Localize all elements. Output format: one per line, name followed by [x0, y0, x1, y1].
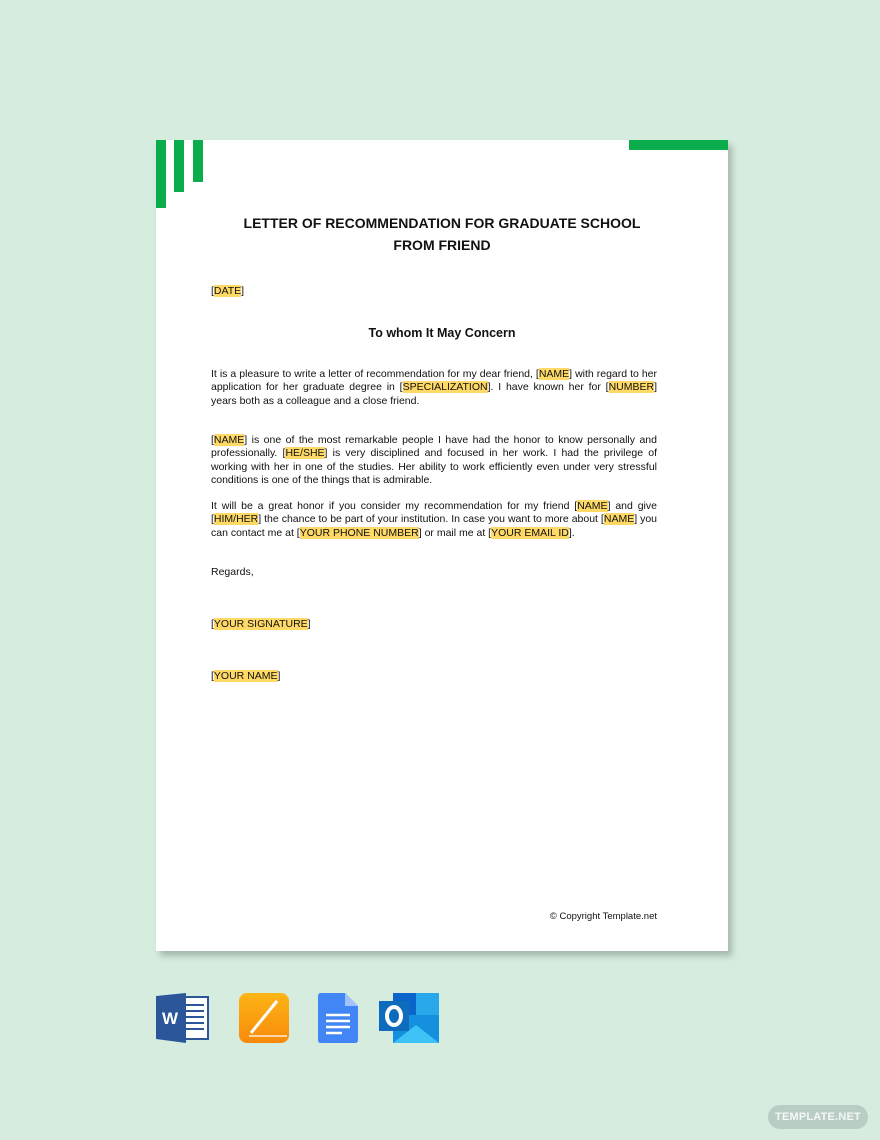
text-segment: [ — [211, 285, 214, 297]
text-segment: ] or mail me at [ — [418, 526, 492, 539]
paragraph-3 — [211, 500, 657, 540]
placeholder-highlight: SPECIALIZATION — [402, 381, 488, 394]
text-segment: ]. I have known her for [ — [487, 381, 609, 394]
text-segment: ] — [241, 285, 245, 297]
template-net-badge[interactable]: TEMPLATE.NET — [768, 1105, 868, 1129]
text-segment: ] — [277, 670, 281, 682]
text-segment: ] and give [ — [211, 500, 657, 526]
text-segment: ]. — [568, 526, 575, 539]
closing: Regards, — [211, 566, 254, 578]
text-segment: [ — [211, 670, 214, 682]
text-segment: ] the chance to be part of your institution. In case you want to more about [ — [258, 513, 604, 526]
text-segment: ] years both as a colleague and a close friend. — [211, 381, 657, 407]
text-segment: ] is one of the most remarkable people I have had the honor to know personally and professionally. [ — [211, 434, 657, 460]
placeholder-highlight: HE/SHE — [285, 447, 325, 460]
word-icon[interactable] — [156, 993, 210, 1043]
salutation: To whom It May Concern — [368, 326, 516, 340]
accent-bar — [193, 140, 203, 182]
placeholder-highlight: NAME — [577, 500, 608, 512]
text-segment: ] is very disciplined and focused in her work. I had the privilege of working with her in one of the studies. Her ability to work efficiently even under very stressful conditions is one of the things that is admirable. — [211, 447, 657, 486]
text-segment: ] with regard to her application for her graduate degree in [ — [211, 368, 658, 394]
text-segment: [ — [211, 618, 214, 630]
text-segment: It will be a great honor if you consider my recommendation for my friend [ — [211, 500, 578, 512]
placeholder-highlight: NUMBER — [608, 381, 655, 394]
text-segment: It is a pleasure to write a letter of recommendation for my dear friend, [ — [211, 368, 539, 380]
name-field — [211, 670, 280, 684]
placeholder-highlight: NAME — [603, 513, 635, 526]
placeholder-highlight: YOUR PHONE NUMBER — [299, 526, 419, 539]
paragraph-2 — [211, 434, 657, 487]
pages-icon[interactable] — [239, 993, 289, 1043]
accent-bar-top — [629, 140, 728, 150]
paragraph-1 — [211, 368, 657, 408]
accent-bar — [156, 140, 166, 208]
text-segment: ] you can contact me at [ — [211, 513, 658, 539]
placeholder-highlight: YOUR SIGNATURE — [213, 618, 308, 630]
letter-page — [156, 140, 728, 951]
copyright: © Copyright Template.net — [549, 911, 657, 922]
placeholder-highlight: NAME — [213, 434, 245, 446]
placeholder-highlight: HIM/HER — [213, 513, 259, 526]
placeholder-highlight: YOUR EMAIL ID — [491, 526, 569, 539]
placeholder-highlight: YOUR NAME — [213, 670, 278, 682]
letter-title: LETTER OF RECOMMENDATION FOR GRADUATE SCHOOL FROM FRIEND — [243, 215, 641, 253]
text-segment: ] — [307, 618, 311, 630]
placeholder-highlight: DATE — [213, 285, 242, 297]
placeholder-highlight: NAME — [538, 368, 570, 380]
accent-bar — [174, 140, 184, 192]
date-field — [211, 285, 244, 299]
text-segment: [ — [211, 434, 214, 446]
google-docs-icon[interactable] — [318, 993, 358, 1043]
outlook-icon[interactable] — [379, 993, 439, 1043]
signature-field — [211, 618, 311, 632]
svg-text:W: W — [161, 1009, 179, 1028]
